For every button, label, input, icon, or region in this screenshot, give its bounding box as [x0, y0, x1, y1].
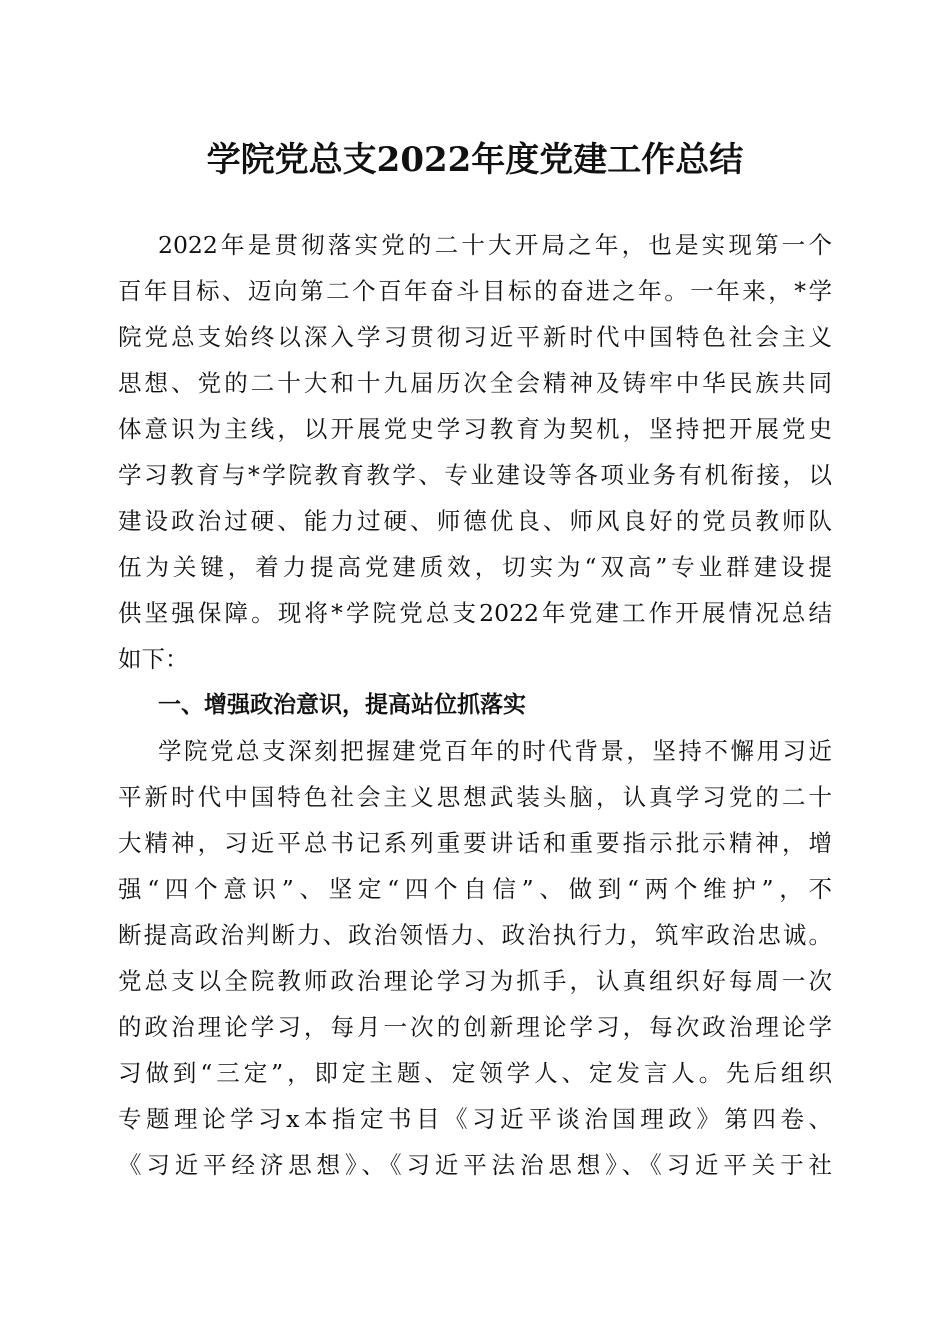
paragraph-line: 大精神，习近平总书记系列重要讲话和重要指示批示精神，增: [118, 829, 832, 857]
paragraph-line: 如下：: [118, 645, 189, 673]
paragraph-line: 2022年是贯彻落实党的二十大开局之年，也是实现第一个: [158, 231, 832, 259]
paragraph-line: 建设政治过硬、能力过硬、师德优良、师风良好的党员教师队: [118, 507, 832, 535]
paragraph-line: 院党总支始终以深入学习贯彻习近平新时代中国特色社会主义: [118, 323, 832, 351]
paragraph-line: 伍为关键，着力提高党建质效，切实为“双高”专业群建设提: [118, 553, 832, 581]
paragraph-line: 《习近平经济思想》、《习近平法治思想》、《习近平关于社: [118, 1151, 832, 1179]
paragraph-line: 学院党总支深刻把握建党百年的时代背景，坚持不懈用习近: [158, 737, 832, 765]
paragraph-line: 的政治理论学习，每月一次的创新理论学习，每次政治理论学: [118, 1013, 832, 1041]
paragraph-line: 习做到“三定”，即定主题、定领学人、定发言人。先后组织: [118, 1059, 832, 1087]
paragraph-line: 强“四个意识”、坚定“四个自信”、做到“两个维护”，不: [118, 875, 832, 903]
paragraph-line: 党总支以全院教师政治理论学习为抓手，认真组织好每周一次: [118, 967, 832, 995]
paragraph-line: 百年目标、迈向第二个百年奋斗目标的奋进之年。一年来，*学: [118, 277, 832, 305]
paragraph-line: 体意识为主线，以开展党史学习教育为契机，坚持把开展党史: [118, 415, 832, 443]
paragraph-line: 断提高政治判断力、政治领悟力、政治执行力，筑牢政治忠诚。: [118, 921, 832, 949]
paragraph-line: 思想、党的二十大和十九届历次全会精神及铸牢中华民族共同: [118, 369, 832, 397]
paragraph-line: 供坚强保障。现将*学院党总支2022年党建工作开展情况总结: [118, 599, 832, 627]
paragraph-line: 平新时代中国特色社会主义思想武装头脑，认真学习党的二十: [118, 783, 832, 811]
section-heading: 一、增强政治意识，提高站位抓落实: [158, 692, 526, 718]
paragraph-line: 专题理论学习x本指定书目《习近平谈治国理政》第四卷、: [118, 1105, 832, 1133]
paragraph-line: 学习教育与*学院教育教学、专业建设等各项业务有机衔接，以: [118, 461, 832, 489]
document-title: 学院党总支2022年度党建工作总结: [206, 140, 744, 180]
